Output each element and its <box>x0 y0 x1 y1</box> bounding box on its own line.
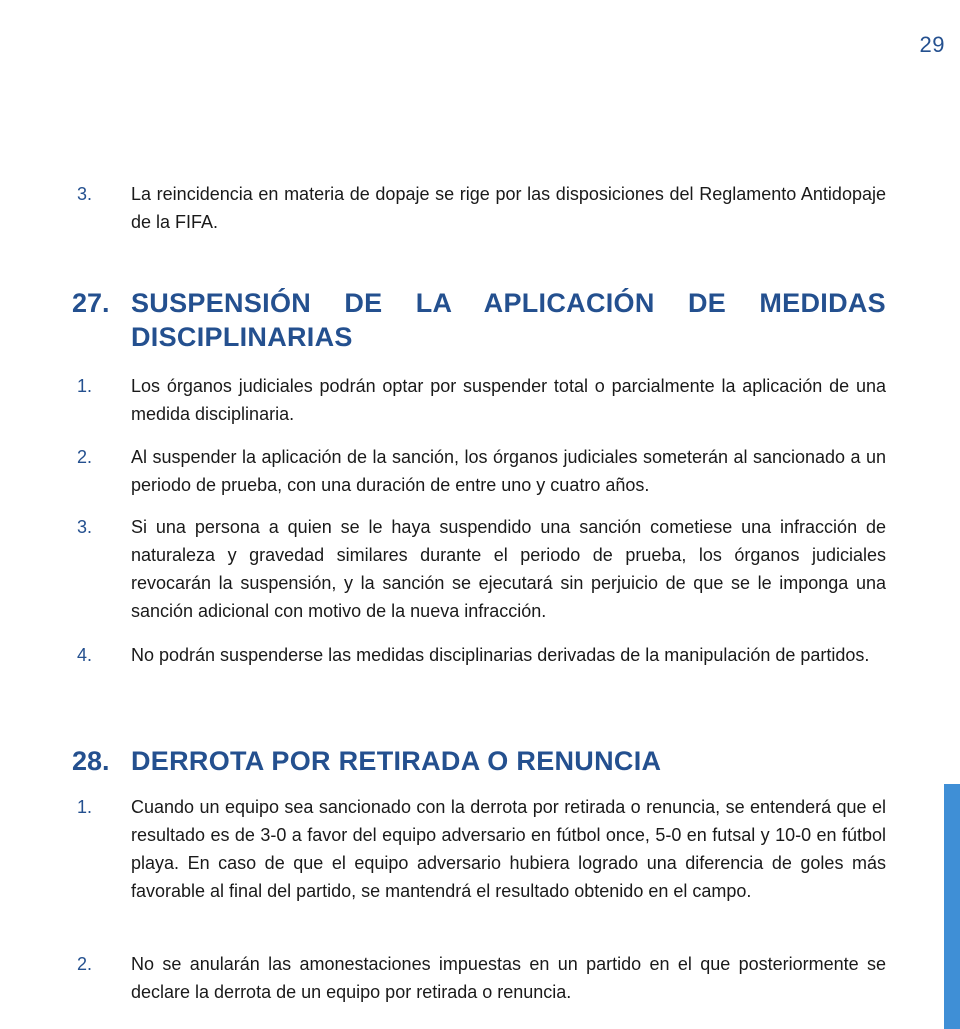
item-number: 2. <box>77 954 93 974</box>
section-title: DERROTA POR RETIRADA O RENUNCIA <box>131 746 662 776</box>
item-number: 2. <box>77 447 93 467</box>
item-text: No se anularán las amonestaciones impuestas en un partido en el que posteriormente se declare la derrota de un equipo por retirada o renuncia. <box>131 954 886 1002</box>
item-number: 4. <box>77 645 93 665</box>
section-number: 28. <box>72 746 110 776</box>
item-text: No podrán suspenderse las medidas disciplinarias derivadas de la manipulación de partidos. <box>131 645 870 665</box>
item-text: Los órganos judiciales podrán optar por suspender total o parcialmente la aplicación de una medida disciplinaria. <box>131 376 886 424</box>
item-number: 1. <box>77 376 93 396</box>
side-tab-marker <box>944 784 960 1029</box>
item-number: 1. <box>77 797 93 817</box>
item-text: La reincidencia en materia de dopaje se rige por las disposiciones del Reglamento Antidopaje de la FIFA. <box>131 184 886 232</box>
section-number: 27. <box>72 288 110 318</box>
page-number: 29 <box>919 32 945 57</box>
item-text: Cuando un equipo sea sancionado con la derrota por retirada o renuncia, se entenderá que el resultado es de 3-0 a favor del equipo adversario en fútbol once, 5-0 en futsal y 10-0 en fútbol playa. En caso de que el equipo adversario hubiera logrado una diferencia de goles más favorable al final del partido, se mantendrá el resultado obtenido en el campo. <box>131 797 886 901</box>
item-text: Al suspender la aplicación de la sanción, los órganos judiciales someterán al sancionado a un periodo de prueba, con una duración de entre uno y cuatro años. <box>131 447 886 495</box>
section-title: SUSPENSIÓN DE LA APLICACIÓN DE MEDIDAS DISCIPLINARIAS <box>131 288 886 352</box>
item-number: 3. <box>77 517 93 537</box>
item-number: 3. <box>77 184 93 204</box>
item-text: Si una persona a quien se le haya suspendido una sanción cometiese una infracción de naturaleza y gravedad similares durante el periodo de prueba, los órganos judiciales revocarán la suspensión, y la sanción se ejecutará sin perjuicio de que se le imponga una sanción adicional con motivo de la nueva infracción. <box>131 517 886 621</box>
